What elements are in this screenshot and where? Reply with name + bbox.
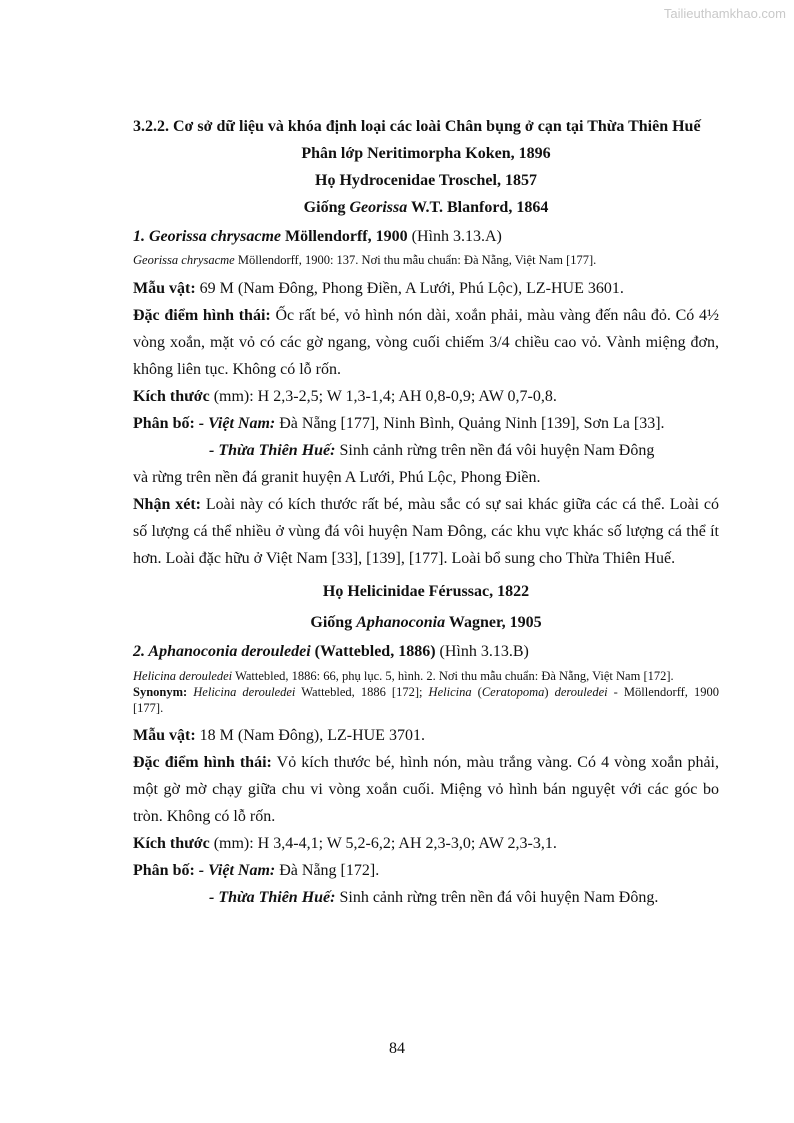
genus-name: Georissa	[349, 199, 408, 216]
synonym-label: Synonym:	[133, 685, 188, 699]
ref-name: Helicina derouledei	[133, 669, 233, 683]
species-1-title	[133, 223, 719, 250]
species-author: Möllendorff, 1900	[280, 228, 408, 245]
genus-name: Aphanoconia	[356, 614, 446, 631]
distribution-vn-text: Đà Nẵng [172].	[275, 862, 380, 879]
distribution-label: Phân bố:	[133, 862, 199, 879]
species-number: 1.	[133, 228, 149, 245]
watermark: Tailieuthamkhao.com	[663, 6, 786, 21]
ref-text: Möllendorff, 1900: 137. Nơi thu mẫu chuẩn: Đà Nẵng, Việt Nam [177].	[234, 253, 597, 267]
species-figure-ref: (Hình 3.13.B)	[435, 643, 529, 660]
size-label: Kích thước	[133, 835, 210, 852]
genus-heading-georissa	[133, 194, 719, 221]
species-2-size	[133, 830, 719, 857]
distribution-tth-label: - Thừa Thiên Huế:	[209, 442, 336, 459]
species-number: 2.	[133, 643, 149, 660]
species-name: Georissa chrysacme	[149, 228, 281, 245]
genus-author: Wagner, 1905	[445, 614, 542, 631]
genus-prefix: Giống	[303, 199, 350, 216]
morphology-label: Đặc điểm hình thái:	[133, 754, 272, 771]
species-figure-ref: (Hình 3.13.A)	[407, 228, 502, 245]
distribution-tth-text: Sinh cảnh rừng trên nền đá vôi huyện Nam Đông	[335, 442, 655, 459]
ref-text: Wattebled, 1886: 66, phụ lục. 5, hình. 2. Nơi thu mẫu chuẩn: Đà Nẵng, Việt Nam [172].	[232, 669, 674, 683]
synonym-text-3: )	[544, 685, 555, 699]
specimen-text: 69 M (Nam Đông, Phong Điền, A Lưới, Phú Lộc), LZ-HUE 3601.	[195, 280, 624, 297]
distribution-tth-text: Sinh cảnh rừng trên nền đá vôi huyện Nam Đông.	[335, 889, 659, 906]
distribution-tth-label: - Thừa Thiên Huế:	[209, 889, 336, 906]
species-1-distribution-vn	[133, 410, 719, 437]
species-2-distribution-vn	[133, 857, 719, 884]
distribution-vn-label: - Việt Nam:	[198, 862, 276, 879]
morphology-label: Đặc điểm hình thái:	[133, 307, 271, 324]
synonym-name-3: Ceratopoma	[481, 685, 545, 699]
species-1-morphology	[133, 302, 719, 383]
size-text: (mm): H 2,3-2,5; W 1,3-1,4; AH 0,8-0,9; AW 0,7-0,8.	[209, 388, 557, 405]
species-2-specimen	[133, 722, 719, 749]
remark-text: Loài này có kích thước rất bé, màu sắc có sự sai khác giữa các cá thể. Loài có số lượng cá thể nhiều ở vùng đá vôi huyện Nam Đông, các khu vực khác số lượng cá thể ít hơn. Loài đặc hữu ở Việt Nam [33], [139], [177]. Loài bổ sung cho Thừa Thiên Huế.	[133, 496, 720, 567]
distribution-vn-label: - Việt Nam:	[198, 415, 276, 432]
species-2-title	[133, 638, 719, 665]
synonym-name-4: derouledei	[554, 685, 608, 699]
species-2-distribution-tth	[133, 884, 719, 911]
synonym-name-2: Helicina	[428, 685, 472, 699]
subclass-heading: Phân lớp Neritimorpha Koken, 1896	[301, 145, 551, 162]
species-1-specimen	[133, 275, 719, 302]
synonym-text-1: Wattebled, 1886 [172];	[295, 685, 429, 699]
family-heading-hydrocenidae: Họ Hydrocenidae Troschel, 1857	[315, 172, 537, 189]
specimen-text: 18 M (Nam Đông), LZ-HUE 3701.	[195, 727, 425, 744]
species-2-reference	[133, 668, 719, 716]
synonym-text-2: (	[471, 685, 482, 699]
specimen-label: Mẫu vật:	[133, 727, 196, 744]
morphology-text: Vỏ kích thước bé, hình nón, màu trắng vàng. Có 4 vòng xoắn phải, một gờ mờ chạy giữa chu vi vòng xoắn cuối. Miệng vỏ hình bán nguyệt với các góc bo tròn. Không có lỗ rốn.	[133, 754, 719, 825]
species-1-reference	[133, 252, 719, 268]
section-heading: 3.2.2. Cơ sở dữ liệu và khóa định loại các loài Chân bụng ở cạn tại Thừa Thiên Huế	[133, 118, 701, 135]
document-page	[133, 113, 719, 911]
species-1-distribution-tth	[133, 437, 719, 464]
species-1-remark	[133, 491, 719, 572]
genus-heading-aphanoconia	[133, 609, 719, 636]
distribution-vn-text: Đà Nẵng [177], Ninh Bình, Quảng Ninh [139], Sơn La [33].	[275, 415, 665, 432]
synonym-text-4: - Möllendorff, 1900 [177].	[133, 685, 719, 715]
page-number: 84	[389, 1040, 405, 1057]
species-author: (Wattebled, 1886)	[310, 643, 436, 660]
ref-name: Georissa chrysacme	[133, 253, 235, 267]
morphology-text: Ốc rất bé, vỏ hình nón dài, xoắn phải, màu vàng đến nâu đỏ. Có 4½ vòng xoắn, mặt vỏ có các gờ ngang, vòng cuối chiếm 3/4 chiều cao vỏ. Vành miệng đơn, không liên tục. Không có lỗ rốn.	[133, 307, 720, 378]
species-1-distribution-tth-cont: và rừng trên nền đá granit huyện A Lưới, Phú Lộc, Phong Điền.	[133, 469, 541, 486]
family-heading-helicinidae: Họ Helicinidae Férussac, 1822	[322, 583, 530, 600]
specimen-label: Mẫu vật:	[133, 280, 196, 297]
species-name: Aphanoconia derouledei	[148, 643, 311, 660]
species-1-size	[133, 383, 719, 410]
genus-prefix: Giống	[310, 614, 357, 631]
remark-label: Nhận xét:	[133, 496, 201, 513]
size-label: Kích thước	[133, 388, 210, 405]
synonym-name-1: Helicina derouledei	[193, 685, 296, 699]
species-2-morphology	[133, 749, 719, 830]
distribution-label: Phân bố:	[133, 415, 199, 432]
size-text: (mm): H 3,4-4,1; W 5,2-6,2; AH 2,3-3,0; AW 2,3-3,1.	[209, 835, 557, 852]
genus-author: W.T. Blanford, 1864	[407, 199, 549, 216]
